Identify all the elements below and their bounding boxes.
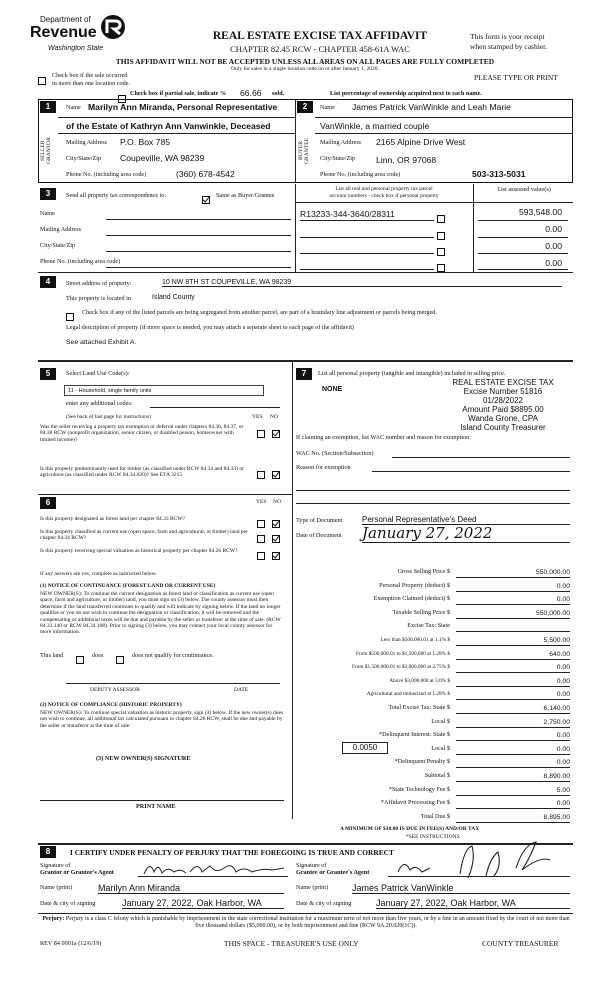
tax-row-label: Local $ — [431, 717, 450, 725]
new-owner-signature-label: (3) NEW OWNER(S) SIGNATURE — [96, 755, 191, 762]
local-rate[interactable]: 0.0050 — [342, 742, 388, 754]
s3-city-label: City/State/Zip — [40, 242, 76, 249]
s5-question-2: Is this property predominantly used for timber (as classified under RCW 84.34 and 84.33) or agriculture (as classified under RCW 84.34.020)? See ETA 3215 — [40, 466, 244, 479]
seller-address[interactable]: P.O. Box 785 — [120, 137, 171, 147]
tax-row-label: Total Excise Tax: State $ — [388, 704, 450, 711]
minimum-note: A MINIMUM OF $10.00 IS DUE IN FEE(S) AND/OR TAX — [340, 826, 480, 832]
tax-row-label: Exemption Claimed (deduct) $ — [373, 595, 450, 603]
parcel-1-personal-checkbox[interactable] — [437, 215, 445, 223]
s1-city-label: City/State/Zip — [66, 155, 102, 162]
parcel-3-personal-checkbox[interactable] — [437, 248, 445, 256]
s6-question-1: Is this property designated as forest land per chapter 84.33 RCW? — [40, 516, 185, 522]
s6-no: NO — [273, 499, 281, 505]
land-use-code[interactable]: 11 - Household, single family units — [64, 385, 264, 396]
does-label: does — [92, 652, 104, 659]
same-as-buyer-label: Same as Buyer/Grantee — [216, 192, 275, 199]
tax-row-label: Above $3,000,000 at 3.0% $ — [389, 677, 450, 684]
parcel-header-1: List all real and personal property tax parcel — [335, 186, 433, 192]
tax-row-value[interactable]: 0.00 — [456, 663, 570, 673]
assessed-value-1[interactable]: 593,548.00 — [518, 207, 562, 217]
assessor-date-label: DATE — [234, 687, 249, 693]
tax-row-label: Gross Selling Price $ — [397, 568, 450, 575]
segregated-label: Check box if any of the listed parcels are being segregated from another parcel, are part of a boundary line adjustment or parcels being merged. — [82, 309, 437, 316]
stamp-line-6: Island County Treasurer — [460, 423, 546, 432]
land-does-checkbox[interactable] — [76, 656, 84, 664]
tax-row-label: Less than $500,000.01 at 1.1% $ — [380, 637, 450, 643]
s2-name-label: Name — [320, 104, 335, 111]
tax-row-value[interactable]: 8,895.00 — [456, 813, 570, 823]
tax-row-value[interactable]: 0.00 — [456, 731, 570, 741]
s1-addr-label: Mailing Address — [66, 139, 108, 146]
dept-line3: Washington State — [48, 45, 104, 52]
tax-row-value[interactable]: 0.00 — [456, 799, 570, 809]
s6-question-3: Is this property receiving special valuation as historical property per chapter 84.26 RCW? — [40, 548, 238, 554]
s3-send-label: Send all property tax correspondence to: — [66, 192, 167, 199]
tax-row-label: Agricultural and timberland at 1.28% $ — [366, 691, 450, 698]
legal-description[interactable]: See attached Exhibit A. — [66, 339, 137, 346]
segregated-checkbox[interactable] — [66, 313, 74, 321]
perjury-notice — [40, 916, 572, 931]
legal-description-label: Legal description of property (if more space is needed, you may attach a separate sheet to each page of the affidavit) — [66, 324, 354, 331]
tax-row-label: From $500,000.01 to $1,500,000 at 1.28% $ — [355, 650, 450, 657]
same-as-buyer-checkbox[interactable] — [202, 196, 210, 204]
receipt-note-1: This form is your receipt — [470, 32, 545, 41]
this-land-label: This land — [40, 652, 64, 659]
parcel-number-1[interactable]: R13233-344-3640/28311 — [300, 209, 395, 219]
exemption-label: If claiming an exemption, list WAC number and reason for exemption: — [296, 434, 471, 441]
tax-row-label: Personal Property (deduct) $ — [379, 581, 450, 589]
parcel-header-2: account numbers - check box if personal property — [329, 193, 439, 199]
buyer-label: BUYER GRANTEE — [298, 137, 310, 165]
tax-row-label: *Delinquent Penalty $ — [394, 758, 450, 766]
form-note: Only for sales in a single location code on or after January 1, 2020. — [231, 66, 379, 72]
notice-2-title: (2) NOTICE OF COMPLIANCE (HISTORIC PROPERTY) — [40, 702, 182, 708]
form-revision: REV 84 0001a (12/6/19) — [40, 940, 102, 947]
multi-location-label: Check box if the sale occurred — [52, 72, 128, 79]
multi-location-label-2: in more than one location code. — [52, 80, 131, 87]
grantor-print-name[interactable]: Marilyn Ann Miranda — [98, 883, 284, 894]
land-does-not-checkbox[interactable] — [116, 656, 124, 664]
s2-city-label: City/State/Zip — [320, 155, 356, 162]
section-3-badge: 3 — [40, 188, 56, 200]
tax-row-label: *State Technology Fee $ — [388, 785, 450, 793]
tax-row-value[interactable]: 2,750.00 — [456, 718, 570, 728]
notice-1-title: (1) NOTICE OF CONTINUANCE (FOREST LAND OR CURRENT USE) — [40, 583, 216, 589]
tax-row-label: Excise Tax: State — [407, 622, 450, 630]
s5-q2-no-checkbox[interactable] — [272, 471, 280, 479]
doc-date-value[interactable]: January 27, 2022 — [362, 524, 570, 543]
s6-q3-yes-checkbox[interactable] — [257, 552, 265, 560]
wac-label: WAC No. (Section/Subsection) — [296, 450, 374, 457]
tax-row-value[interactable]: 0.00 — [456, 758, 570, 768]
grantee-name-label: Name (print) — [296, 884, 329, 891]
stamp-line-2: Excise Number 51816 — [463, 387, 543, 396]
form-subtitle: CHAPTER 82.45 RCW - CHAPTER 458-61A WAC — [230, 44, 410, 54]
notice-1-text: NEW OWNER(S): To continue the current designation as forest land or classification as current use (open space, farm and agriculture, or timber) land, you must sign on (3) below. The county assessor must then determine if the land transferred continues to qualify and will indicate by signing below. If the land no longer qualifies or you do not wish to continue the designation or classification, it will be removed and the compensating or additional taxes will be due and payable by the seller or transferor at the time of sale. (RCW 84.33.140 or RCW 84.34.108). Prior to signing (3) below, you may contact your local county assessor for more information. — [40, 591, 281, 636]
tax-row-value[interactable]: 0.00 — [456, 745, 570, 755]
seller-city[interactable]: Coupeville, WA 98239 — [120, 153, 205, 163]
doc-type-label: Type of Document — [296, 517, 343, 524]
multi-location-checkbox[interactable] — [38, 77, 46, 85]
county-treasurer: COUNTY TREASURER — [482, 939, 559, 948]
tax-row-value[interactable]: 0.00 — [456, 582, 570, 592]
assessed-value-2[interactable]: 0.00 — [545, 224, 562, 234]
personal-property-title: List all personal property (tangible and intangible) included in selling price. — [318, 370, 506, 377]
assessed-value-4[interactable]: 0.00 — [545, 258, 562, 268]
tax-row-label: Taxable Selling Price $ — [392, 608, 450, 616]
tax-row-label: *Delinquent Interest: State $ — [379, 731, 450, 739]
grantee-date-city[interactable]: January 27, 2022, Oak Harbor, WA — [376, 898, 570, 909]
personal-property-value[interactable]: NONE — [322, 386, 343, 393]
s3-addr-label: Mailing Address — [40, 226, 82, 233]
tax-row-value[interactable]: 0.00 — [456, 677, 570, 687]
seller-phone[interactable]: (360) 678-4542 — [176, 169, 235, 179]
s6-if-yes: If any answers are yes, complete as instructed below. — [40, 571, 157, 577]
s3-phone-label: Phone No. (including area code) — [40, 258, 121, 265]
s5-yes: YES — [252, 414, 263, 420]
s6-q2-no-checkbox[interactable] — [272, 535, 280, 543]
section-7-badge: 7 — [296, 368, 312, 380]
dor-logo-icon — [100, 14, 126, 40]
doc-type-value[interactable]: Personal Representative's Deed — [362, 515, 570, 525]
type-or-print: PLEASE TYPE OR PRINT — [474, 73, 558, 82]
grantee-sig-label-2: Grantee or Grantee's Agent — [296, 869, 370, 876]
section-6-badge: 6 — [40, 497, 56, 509]
tax-row-label: Local $ — [431, 744, 450, 752]
s5-question-1: Was the seller receiving a property tax exemption or deferral under chapters 84.36, 84.37, or 84.38 RCW (nonprofit organization, senior citizen, or disabled person, homeowner with limited income)? — [40, 424, 244, 443]
buyer-name-1[interactable]: James Patrick VanWinkle and Leah Marie — [352, 102, 511, 112]
assessed-value-3[interactable]: 0.00 — [545, 241, 562, 251]
seller-name-2[interactable]: of the Estate of Kathryn Ann Vanwinkle, Deceased — [66, 121, 271, 131]
perjury-bold: Perjury: — [42, 916, 65, 922]
tax-row-value[interactable] — [456, 622, 570, 632]
grantee-signature[interactable] — [390, 838, 570, 880]
street-label: Street address of property: — [66, 280, 132, 287]
buyer-city[interactable]: Linn, OR 97068 — [376, 155, 437, 165]
treasurer-stamp — [438, 378, 568, 432]
stamp-line-4: Amount Paid $8895.00 — [462, 405, 544, 414]
treasurer-space: THIS SPACE - TREASURER'S USE ONLY — [224, 939, 359, 948]
s5-q1-no-checkbox[interactable] — [272, 430, 280, 438]
tax-row-value[interactable]: 550,000.00 — [456, 568, 570, 578]
s6-q1-yes-checkbox[interactable] — [257, 520, 265, 528]
parcel-2-personal-checkbox[interactable] — [437, 232, 445, 240]
street-address[interactable]: 10 NW 8TH ST COUPEVILLE, WA 98239 — [162, 279, 562, 287]
grantor-sig-label-2: Grantor or Grantor's Agent — [40, 869, 114, 876]
tax-row-label: From $1,500,000.01 to $3,000,000 at 2.75% $ — [352, 664, 450, 671]
stamp-line-3: 01/28/2022 — [482, 396, 524, 405]
form-warning: THIS AFFIDAVIT WILL NOT BE ACCEPTED UNLESS ALL AREAS ON ALL PAGES ARE FULLY COMPLETED — [115, 57, 495, 66]
print-name-label: PRINT NAME — [136, 803, 176, 810]
section-2-badge: 2 — [297, 101, 313, 113]
s2-phone-label: Phone No. (including area code) — [320, 171, 401, 178]
tax-row-value[interactable]: 8,890.00 — [456, 772, 570, 782]
s6-q2-yes-checkbox[interactable] — [257, 535, 265, 543]
tax-row-label: *Affidavit Processing Fee $ — [380, 799, 450, 807]
s1-name-label: Name — [66, 104, 81, 111]
tax-row-value[interactable]: 640.00 — [456, 650, 570, 660]
s1-phone-label: Phone No. (including area code) — [66, 171, 147, 178]
stamp-line-1: REAL ESTATE EXCISE TAX — [452, 378, 554, 387]
doc-date-label: Date of Document — [296, 532, 342, 539]
additional-codes-label: enter any additional codes: — [66, 400, 133, 407]
ownership-note: List percentage of ownership acquired next to each name. — [330, 90, 482, 97]
county-label: This property is located in — [66, 295, 131, 302]
partial-percent[interactable]: 66.66 — [240, 88, 262, 98]
tax-row-label: Total Due $ — [420, 812, 450, 820]
tax-row-value[interactable]: 0.00 — [456, 690, 570, 700]
reason-label: Reason for exemption — [296, 464, 351, 471]
grantee-date-label: Date & city of signing — [296, 900, 352, 907]
section-5-badge: 5 — [40, 368, 56, 380]
dept-line2: Revenue — [30, 24, 97, 41]
land-use-title: Select Land Use Code(s): — [66, 370, 130, 377]
stamp-line-5: Wanda Grone, CPA — [468, 414, 538, 423]
seller-name-1[interactable]: Marilyn Ann Miranda, Personal Representative — [88, 102, 278, 112]
receipt-note-2: when stamped by cashier. — [470, 42, 548, 51]
grantor-date-city[interactable]: January 27, 2022, Oak Harbor, WA — [122, 898, 284, 909]
s3-name-label: Name — [40, 210, 55, 217]
notice-2-text: NEW OWNER(S): To continue special valuation as historic property, sign (3) below. If the new owner(s) does not wish to continue, all additional tax calculated pursuant to chapter 84.26 RCW, shall be due and payable by the seller or transferor at the time of sale. — [40, 710, 284, 729]
tax-row-value[interactable]: 5.00 — [456, 786, 570, 796]
tax-row-value[interactable]: 550,000.00 — [456, 609, 570, 619]
tax-row-value[interactable]: 6,140.00 — [456, 704, 570, 714]
assessed-value-header: List assessed value(s) — [497, 186, 551, 193]
section-4-badge: 4 — [40, 276, 56, 288]
tax-row-value[interactable]: 5,500.00 — [456, 636, 570, 646]
section-8-badge: 8 — [40, 846, 56, 858]
form-title: REAL ESTATE EXCISE TAX AFFIDAVIT — [212, 30, 428, 42]
seller-label: SELLER GRANTOR — [40, 137, 52, 165]
s6-q1-no-checkbox[interactable] — [272, 520, 280, 528]
county-value[interactable]: Island County — [152, 294, 195, 301]
grantee-sig-label-1: Signature of — [296, 862, 327, 869]
s5-no: NO — [270, 414, 278, 420]
partial-sale-label: Check box if partial sale, indicate % — [130, 90, 227, 97]
grantor-sig-label-1: Signature of — [40, 862, 71, 869]
does-not-label: does not qualify for continuance. — [132, 652, 214, 659]
partial-sold: sold. — [272, 90, 285, 97]
buyer-name-2[interactable]: VanWinkle, a married couple — [320, 121, 430, 131]
s6-q3-no-checkbox[interactable] — [272, 552, 280, 560]
dept-line1: Department of — [40, 15, 91, 24]
tax-row-label: Subtotal $ — [424, 772, 450, 779]
perjury-text: Perjury is a class C felony which is punishable by imprisonment in the state correctional institution for a maximum term of not more than five years, or by a fine in an amount fixed by the court of not more than five thousand dollars ($5,000.00), or by both imprisonment and fine (RCW 9A.20.020(1C)). — [65, 916, 570, 930]
section-1-badge: 1 — [40, 101, 56, 113]
see-instructions: *SEE INSTRUCTIONS — [406, 834, 460, 840]
buyer-phone[interactable]: 503-313-5031 — [472, 169, 526, 179]
dor-logo — [30, 12, 130, 56]
s5-q2-yes-checkbox[interactable] — [257, 471, 265, 479]
grantor-name-label: Name (print) — [40, 884, 73, 891]
s5-q1-yes-checkbox[interactable] — [257, 430, 265, 438]
grantor-date-label: Date & city of signing — [40, 900, 96, 907]
s6-yes: YES — [256, 499, 267, 505]
buyer-address[interactable]: 2165 Alpine Drive West — [376, 137, 466, 147]
s6-question-2: Is this property classified as current use (open space, farm and agricultural, or timber) land per chapter 84.34 RCW? — [40, 529, 248, 542]
tax-row-value[interactable]: 0.00 — [456, 595, 570, 605]
s2-addr-label: Mailing Address — [320, 139, 362, 146]
see-back: (See back of last page for instructions) — [66, 414, 151, 420]
certify-statement: I CERTIFY UNDER PENALTY OF PERJURY THAT THE FOREGOING IS TRUE AND CORRECT — [70, 848, 394, 857]
deputy-assessor-label: DEPUTY ASSESSOR — [90, 687, 140, 693]
grantee-print-name[interactable]: James Patrick VanWinkle — [352, 883, 570, 894]
